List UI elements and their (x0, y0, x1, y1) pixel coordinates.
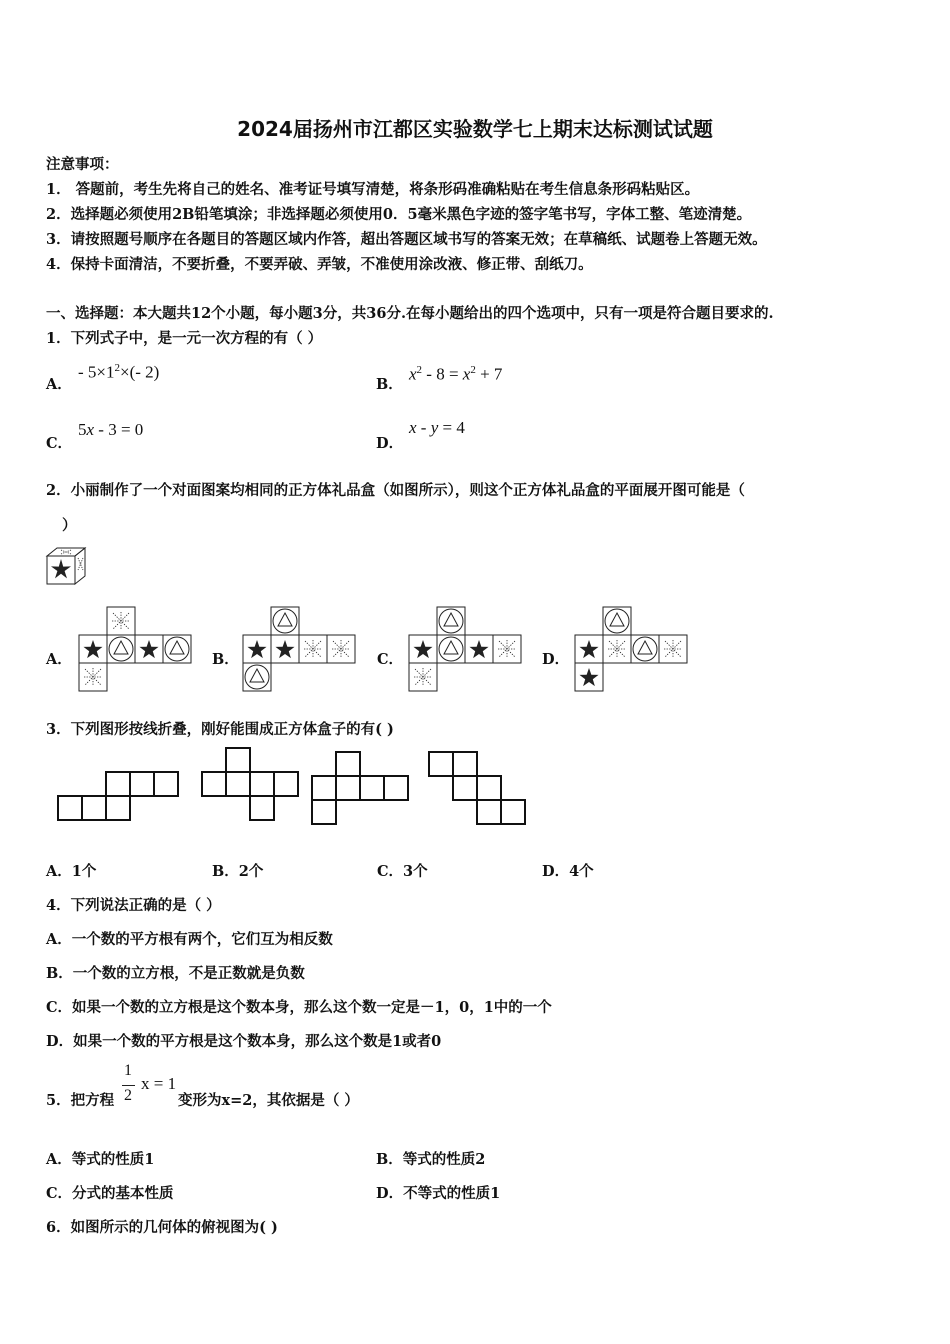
fold-figure-2 (201, 747, 301, 821)
q3-option-a: A．1个 (46, 863, 97, 880)
net-option-b (242, 606, 358, 694)
q2-label-b: B． (212, 651, 239, 668)
fold-figure-3 (311, 751, 411, 825)
cross-pattern-icon (498, 640, 516, 658)
q2-stem: 2．小丽制作了一个对面图案均相同的正方体礼品盒（如图所示），则这个正方体礼品盒的平面展开图可能是（ (46, 482, 745, 499)
q5-prefix: 5．把方程 (46, 1092, 115, 1109)
q2-label-a: A． (46, 651, 72, 668)
cross-pattern-icon (112, 612, 130, 630)
star-icon (579, 640, 598, 658)
q1-label-b: B． (376, 376, 403, 393)
star-icon (139, 640, 158, 658)
q1-expr-d: x - y = 4 (409, 418, 465, 437)
star-icon (413, 640, 432, 658)
q5-option-c: C．分式的基本性质 (46, 1185, 174, 1202)
cross-pattern-icon (84, 668, 102, 686)
q4-option-d: D．如果一个数的平方根是这个数本身，那么这个数是1或者0 (46, 1033, 442, 1050)
circle-triangle-icon (633, 637, 657, 661)
q5-frac-den: 2 (124, 1087, 132, 1104)
circle-triangle-icon (109, 637, 133, 661)
cross-pattern-icon (304, 640, 322, 658)
q1-stem: 1．下列式子中，是一元一次方程的有（ ） (46, 330, 323, 347)
page-title: 2024届扬州市江都区实验数学七上期末达标测试试题 (237, 117, 713, 141)
q2-stem-end: ） (62, 517, 77, 534)
net-option-a (78, 606, 194, 694)
notice-item-1: 1． 答题前，考生先将自己的姓名、准考证号填写清楚，将条形码准确粘贴在考生信息条形码粘贴区。 (46, 181, 700, 198)
q3-stem: 3．下列图形按线折叠，刚好能围成正方体盒子的有( ) (46, 721, 394, 738)
q3-option-c: C．3个 (377, 863, 428, 880)
net-option-c (408, 606, 524, 694)
q1-label-a: A． (46, 376, 72, 393)
q4-stem: 4．下列说法正确的是（ ） (46, 897, 221, 914)
gift-box-figure (45, 546, 89, 586)
q5-suffix: 变形为x=2，其依据是（ ） (178, 1092, 359, 1109)
cross-pattern-icon (608, 640, 626, 658)
notice-heading: 注意事项： (46, 156, 119, 173)
q2-label-d: D． (542, 651, 570, 668)
q1-label-d: D． (376, 435, 404, 452)
q5-frac-num: 1 (124, 1062, 132, 1079)
star-icon (275, 640, 294, 658)
section-heading: 一、选择题：本大题共12个小题，每小题3分，共36分.在每小题给出的四个选项中，只有一项是符合题目要求的. (46, 305, 774, 322)
net-option-d (574, 606, 690, 694)
fold-figure-1 (57, 771, 182, 821)
fold-figure-4 (428, 751, 528, 825)
q4-option-b: B．一个数的立方根，不是正数就是负数 (46, 965, 305, 982)
star-icon (51, 559, 71, 578)
q5-eq-rest: x = 1 (141, 1074, 177, 1093)
q5-option-d: D．不等式的性质1 (376, 1185, 501, 1202)
q3-option-b: B．2个 (212, 863, 264, 880)
circle-triangle-icon (439, 609, 463, 633)
notice-item-2: 2．选择题必须使用2B铅笔填涂；非选择题必须使用0．5毫米黑色字迹的签字笔书写，字体工整、笔迹清楚。 (46, 206, 752, 223)
q5-frac-bar (122, 1085, 135, 1086)
notice-item-4: 4．保持卡面清洁，不要折叠，不要弄破、弄皱，不准使用涂改液、修正带、刮纸刀。 (46, 256, 593, 273)
circle-triangle-icon (165, 637, 189, 661)
star-icon (83, 640, 102, 658)
star-icon (469, 640, 488, 658)
cross-pattern-icon (332, 640, 350, 658)
q1-expr-b: $x^2 - 8 = x^2 + 7$ (409, 364, 503, 384)
q6-stem: 6．如图所示的几何体的俯视图为( ) (46, 1219, 278, 1236)
cross-pattern-icon (664, 640, 682, 658)
q4-option-a: A．一个数的平方根有两个，它们互为相反数 (46, 931, 333, 948)
q1-label-c: C． (46, 435, 73, 452)
q2-label-c: C． (377, 651, 404, 668)
circle-triangle-icon (245, 665, 269, 689)
q1-expr-a: - $5\times 1^2\times(-$ 2) (78, 362, 160, 382)
q5-option-a: A．等式的性质1 (46, 1151, 155, 1168)
star-icon (579, 668, 598, 686)
q3-option-d: D．4个 (542, 863, 594, 880)
q4-option-c: C．如果一个数的立方根是这个数本身，那么这个数一定是－1，0，1中的一个 (46, 999, 552, 1016)
notice-item-3: 3．请按照题号顺序在各题目的答题区域内作答，超出答题区域书写的答案无效；在草稿纸、试题卷上答题无效。 (46, 231, 767, 248)
circle-triangle-icon (273, 609, 297, 633)
q5-option-b: B．等式的性质2 (376, 1151, 486, 1168)
q1-expr-c: 5x - 3 = 0 (78, 420, 144, 439)
circle-triangle-icon (439, 637, 463, 661)
star-icon (247, 640, 266, 658)
circle-triangle-icon (605, 609, 629, 633)
cross-pattern-icon (414, 668, 432, 686)
